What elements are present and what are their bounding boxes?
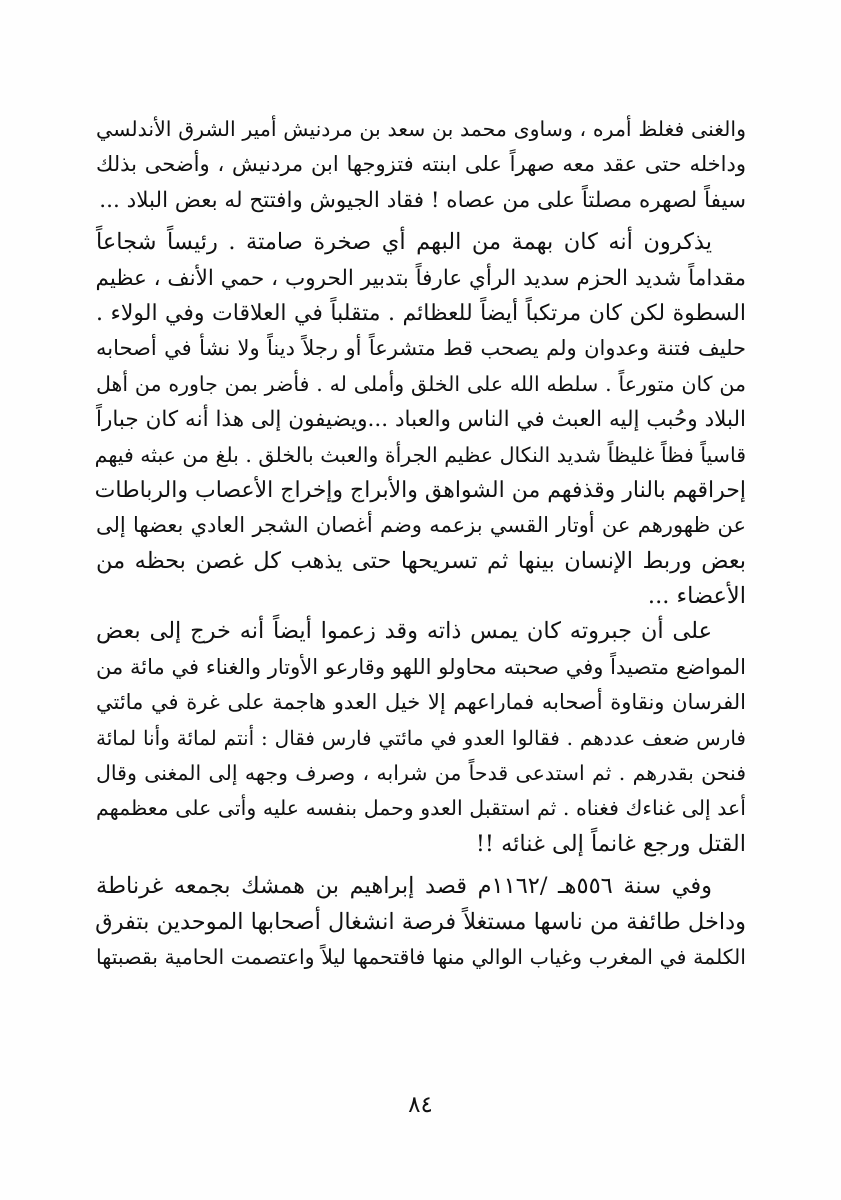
text-line: وداخل طائفة من ناسها مستغلاً فرصة انشغال أصحابها الموحدين بتفرق [95, 908, 746, 935]
text-line: والغنى فغلظ أمره ، وساوى محمد بن سعد بن مردنيش أمير الشرق الأندلسي [96, 117, 746, 141]
text-line: عن ظهورهم عن أوتار القسي بزعمه وضم أغصان الشجر العادي بعضها إلى [96, 513, 746, 538]
text-line: على أن جبروته كان يمس ذاته وقد زعموا أيضاً أنه خرج إلى بعض [96, 618, 712, 645]
paragraph-4 [96, 869, 746, 975]
text-line: سيفاً لصهره مصلتاً على من عصاه ! فقاد الجيوش وافتتح له بعض البلاد ... [99, 187, 746, 213]
text-line: من كان متورعاً . سلطه الله على الخلق وأملى له . فأضر بمن جاوره من أهل [96, 371, 746, 396]
text-line: بعض وربط الإنسان بينها ثم تسريحها حتى يذهب كل غصن بحظه من [96, 547, 746, 574]
text-line: الأعضاء ... [647, 583, 746, 610]
text-line: وداخله حتى عقد معه صهراً على ابنته فتزوجها ابن مردنيش ، وأضحى بذلك [96, 152, 746, 177]
text-line: المواضع متصيداً وفي صحبته محاولو اللهو وقارعو الأوتار والغناء في مائة من [96, 654, 746, 679]
paragraph-3 [96, 614, 746, 862]
text-line: البلاد وحُبب إليه العبث في الناس والعباد ...ويضيفون إلى هذا أنه كان جباراً [96, 407, 746, 433]
text-line: أعد إلى غناءك فغناه . ثم استقبل العدو وحمل بنفسه عليه وأتى على معظمهم [96, 796, 746, 821]
text-line: يذكرون أنه كان بهمة من البهم أي صخرة صامتة . رئيساً شجاعاً [96, 229, 712, 256]
text-line: الكلمة في المغرب وغياب الوالي منها فاقتحمها ليلاً واعتصمت الحامية بقصبتها [96, 944, 746, 969]
paragraph-2 [96, 225, 746, 614]
text-line: القتل ورجع غانماً إلى غنائه !! [475, 830, 746, 857]
text-line: السطوة لكن كان مرتكباً أيضاً للعظائم . متقلباً في العلاقات وفي الولاء . [96, 300, 746, 326]
text-line: إحراقهم بالنار وقذفهم من الشواهق والأبراج وإخراج الأعصاب والرباطات [94, 477, 746, 503]
body-text [96, 112, 746, 975]
text-line: وفي سنة ٥٥٦هـ /١١٦٢م قصد إبراهيم بن همشك بجمعه غرناطة [96, 873, 712, 900]
text-line: فارس ضعف عددهم . فقالوا العدو في مائتي فارس فقال : أنتم لمائة وأنا لمائة [96, 725, 746, 750]
text-line: مقداماً شديد الحزم سديد الرأي عارفاً بتدبير الحروب ، حمي الأنف ، عظيم [95, 265, 746, 291]
text-line: الفرسان ونقاوة أصحابه فماراعهم إلا خيل العدو هاجمة على غرة في مائتي [96, 690, 746, 715]
text-line: قاسياً فظاً غليظاً شديد النكال عظيم الجرأة والعبث بالخلق . بلغ من عبثه فيهم [94, 442, 746, 467]
text-line: فنحن بقدرهم . ثم استدعى قدحاً من شرابه ، وصرف وجهه إلى المغنى وقال [96, 761, 746, 786]
paragraph-1 [96, 112, 746, 218]
page-number: ٨٤ [408, 1092, 433, 1118]
text-line: حليف فتنة وعدوان ولم يصحب قط متشرعاً أو رجلاً ديناً ولا نشأ في أصحابه [96, 336, 746, 361]
